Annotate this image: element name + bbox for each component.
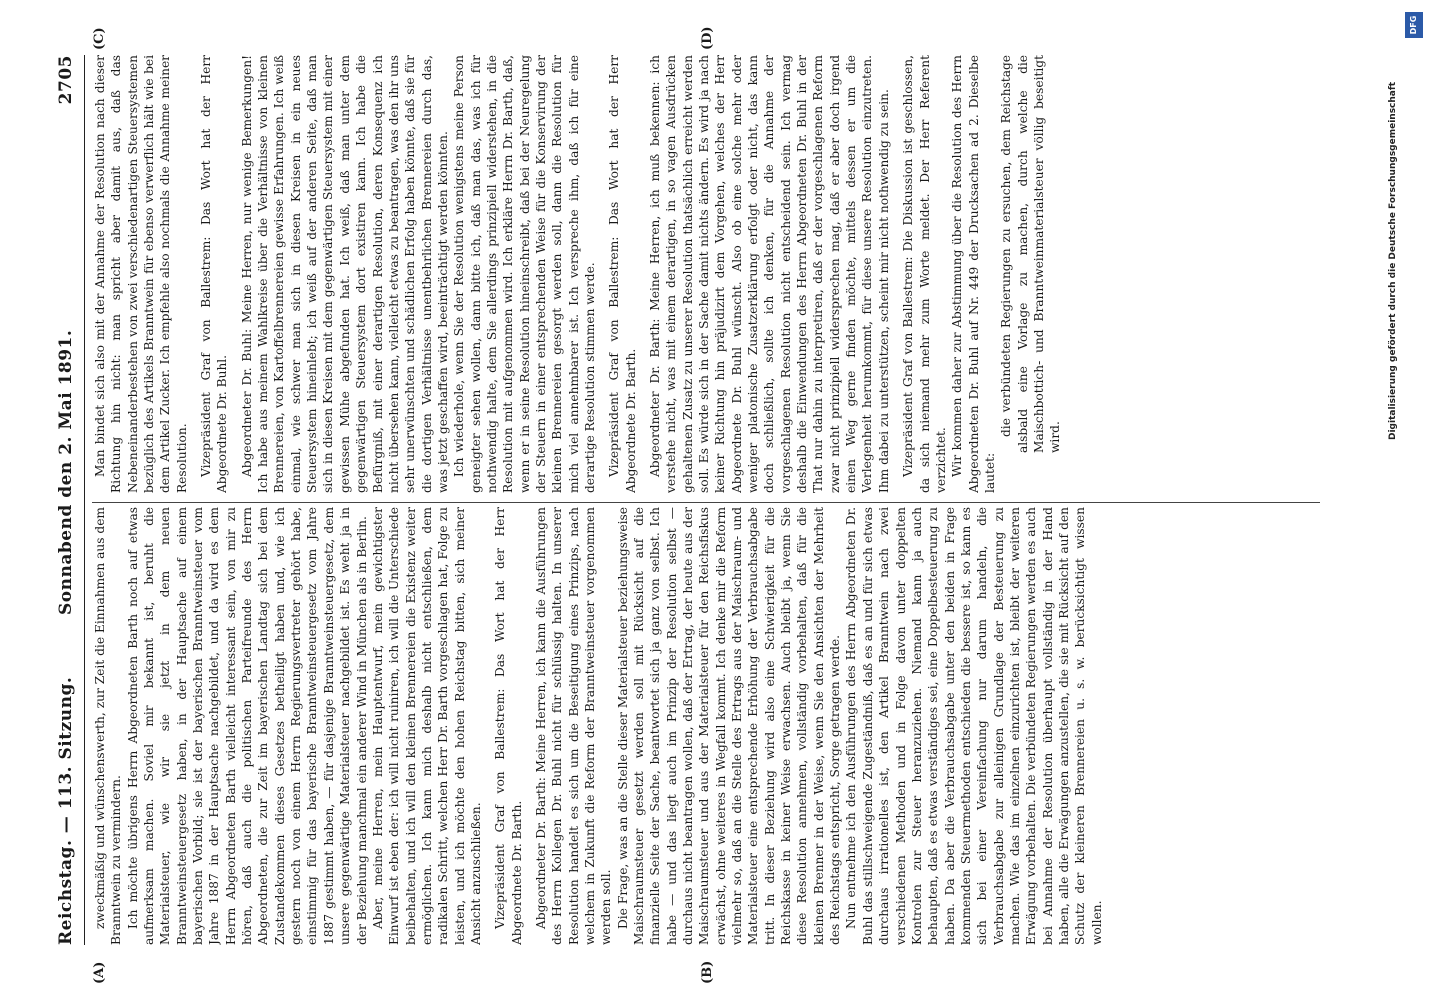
paragraph: Vizepräsident Graf von Ballestrem: Die Diskussion ist geschlossen, da sich niemand mehr zum Worte meldet. Der Herr Referent verzichtet. <box>901 55 948 493</box>
paragraph: zweckmäßig und wünschenswerth, zur Zeit die Einnahmen aus dem Branntwein zu vermindern. <box>93 507 124 945</box>
paragraph: Man bindet sich also mit der Annahme der Resolution nach dieser Richtung hin nicht: man spricht aber damit aus, daß das Nebeneinanderbestehen von zwei verschiedenartigen Steuersystemen bezüglich des Artikels Branntwein für ebenso verwerflich hält wie bei dem Artikel Zucker. Ich empfehle also nochmals die Annahme meiner Resolution. <box>93 55 189 493</box>
paragraph: Vizepräsident Graf von Ballestrem: Das Wort hat der Herr Abgeordnete Dr. Buhl. <box>199 55 230 493</box>
column-divider <box>92 502 1320 503</box>
paragraph: Ich wiederhole, wenn Sie der Resolution wenigstens meine Person geneigter sehen wollen, dann bitte ich, daß man das, was ich für nothwendig halte, dem Sie allerdings prinzipiell widerstehen, in die Resolution mit aufgenommen wird. Ich erkläre Herrn Dr. Barth, daß, wenn er in seine Resolution hineinschreibt, daß bei der Neuregelung der Steuern in einer entsprechenden Weise für die Konservirung der kleinen Brennereien gesorgt werden soll, dann die Resolution für mich viel annehmbarer ist. Ich verspreche ihm, daß ich für eine derartige Resolution stimmen werde. <box>452 55 597 493</box>
paragraph: Vizepräsident Graf von Ballestrem: Das Wort hat der Herr Abgeordnete Dr. Barth. <box>607 55 638 493</box>
header-left: Reichstag. — 113. Sitzung. <box>56 676 76 945</box>
paragraph: Ich möchte übrigens Herrn Abgeordneten Barth noch auf etwas aufmerksam machen. Soviel mir bekannt ist, beruht die Materialsteuer, wie wir sie jetzt in dem neuen Branntweinsteuergesetz haben, in der Hauptsache auf einem bayerischen Vorbild; sie ist der bayerischen Branntweinsteuer vom Jahre 1887 in der Hauptsache nachgebildet, und da wird es dem Herrn Abgeordneten Barth vielleicht interessant sein, von mir zu hören, daß auch die politischen Parteifreunde des Herrn Abgeordneten, die zur Zeit im bayerischen Landtag sich bei dem Zustandekommen dieses Gesetzes betheiligt haben und, wie ich gestern noch von einem Herrn Regierungsvertreter gehört habe, einstimmig für das bayerische Branntweinsteuergesetz vom Jahre 1887 gestimmt haben, — für dasjenige Branntweinsteuergesetz, dem unsere gegenwärtige Materialsteuer nachgebildet ist. Es weht ja in der Beziehung manchmal ein anderer Wind in München als in Berlin. <box>125 507 369 945</box>
page-number: 2705 <box>56 55 76 105</box>
page-header <box>52 55 82 945</box>
column-right <box>92 55 1320 493</box>
paragraph: Abgeordneter Dr. Buhl: Meine Herren, nur wenige Bemerkungen! Ich habe aus meinem Wahlkreise über die Verhältnisse von kleinen Brennereien, von Kartoffelbrennereien gewisse Erfahrungen. Ich weiß einmal, wie schwer man sich in diesen Kreisen in ein neues Steuersystem hineinlebt; ich weiß auf der anderen Seite, daß man sich in diesen Kreisen mit dem gegenwärtigen Steuersystem mit einer gewissen Mühe abgefunden hat. Ich weiß, daß man unter dem gegenwärtigen Steuersystem dort existiren kann. Ich habe die Befürgniß, mit einer derartigen Resolution, deren Konsequenz ich nicht übersehen kann, vielleicht etwas zu beantragen, was den ihr uns sehr unerwünschten und schädlichen Erfolg haben könnte, daß sie für die dortigen Verhältnisse unentbehrlichen Brennereien durch das, was jetzt geschaffen wird, beeinträchtigt werden könnten. <box>239 55 450 493</box>
resolution-quote: die verbündeten Regierungen zu ersuchen, dem Reichstage alsbald eine Vorlage zu machen, durch welche die Maischbottich- und Branntweinmaterialsteuer völlig beseitigt wird. <box>999 55 1063 453</box>
paragraph: Aber, meine Herren, mein Hauptentwurf, mein gewichtigster Einwurf ist eben der: ich will nicht ruiniren, ich will die Unterschiede beibehalten, und ich will den kleinen Brennereien die Existenz weiter ermöglichen. Ich kann mich deshalb nicht entschließen, dem radikalen Schritt, welchen Herr Dr. Barth vorgeschlagen hat, Folge zu leisten, und ich möchte den hohen Reichstag bitten, sich meiner Ansicht anzuschließen. <box>370 507 483 945</box>
digitization-note: Digitalisierung gefördert durch die Deutsche Forschungsgemeinschaft <box>1388 81 1398 440</box>
paragraph: Nun entnehme ich den Ausführungen des Herrn Abgeordneten Dr. Buhl das stillschweigende Zugeständniß, daß es an und für sich etwas durchaus irrationelles ist, den Artikel Branntwein nach zwei verschiedenen Methoden und in Folge davon unter doppelten Kontrolen zur Steuer heranzuziehen. Niemand kann ja auch behaupten, daß es etwas verständiges sei, eine Doppelbesteuerung zu haben. Da aber die Verbrauchsabgabe unter den beiden in Frage kommenden Steuermethoden entschieden die bessere ist, so kann es sich bei einer Vereinfachung nur darum handeln, die Verbrauchsabgabe zur alleinigen Grundlage der Besteuerung zu machen. Wie das im einzelnen einzurichten ist, bleibt der weiteren Erwägung vorbehalten. Die verbündeten Regierungen werden es auch bei Annahme der Resolution überhaupt vollständig in der Hand haben, alle die Erwägungen anzustellen, die sie mit Rücksicht auf den Schutz der kleineren Brennereien u. s. w. berücksichtigt wissen wollen. <box>844 507 1104 945</box>
paragraph: Abgeordneter Dr. Barth: Meine Herren, ich kann die Ausführungen des Herrn Kollegen Dr. Buhl nicht für schlüssig halten. In unserer Resolution handelt es sich um die Beseitigung eines Prinzips, nach welchem in Zukunft die Reform der Branntweinsteuer vorgenommen werden soll. <box>533 507 614 945</box>
dfg-logo: DFG <box>1405 12 1423 38</box>
margin-marker-a: (A) <box>92 961 107 984</box>
paragraph: Die Frage, was an die Stelle dieser Materialsteuer beziehungsweise Maischraumsteuer gesetzt werden soll mit Rücksicht auf die finanzielle Seite der Sache, beantwortet sich ja ganz von selbst. Ich habe — und das liegt auch im Prinzip der Resolution selbst — durchaus nicht beantragen wollen, daß der Ertrag, der heute aus der Maischraumsteuer und aus der Materialsteuer für den Reichsfiskus erwächst, ohne weiteres in Wegfall kommt. Ich denke mir die Reform vielmehr so, daß an die Stelle des Ertrags aus der Maischraum- und Materialsteuer eine entsprechende Erhöhung der Verbrauchsabgabe tritt. In dieser Beziehung wird also eine Schwierigkeit für die Reichskasse in keiner Weise erwachsen. Auch bleibt ja, wenn Sie diese Resolution annehmen, vollständig vorbehalten, daß für die kleinen Brenner in der Weise, wenn Sie den Ansichten der Mehrheit des Reichstags entspricht, Sorge getragen werde. <box>615 507 843 945</box>
paragraph: Abgeordneter Dr. Barth: Meine Herren, ich muß bekennen: ich verstehe nicht, was mit einem derartigen, in so vagen Ausdrücken gehaltenen Zusatz zu unserer Resolution thatsächlich erreicht werden soll. Es würde sich in der Sache damit nichts ändern. Es wird ja nach keiner Richtung hin präjudizirt dem Vorgehen, welches der Herr Abgeordnete Dr. Buhl wünscht. Also ob eine solche mehr oder weniger platonische Zusatzerklärung erfolgt oder nicht, das kann doch schließlich, sollte ich denken, für die Annahme der vorgeschlagenen Resolution nicht entscheidend sein. Ich vermag deshalb die Einwendungen des Herrn Abgeordneten Dr. Buhl in der That nur dahin zu interpretiren, daß er der vorgeschlagenen Reform zwar nicht prinzipiell widersprechen mag, daß er aber doch irgend einen Weg gerne finden möchte, mittels dessen er um die Verlegenheit herumkommt, für diese unsere Resolution einzutreten. Ihm dabei zu unterstützen, scheint mir nicht nothwendig zu sein. <box>648 55 891 493</box>
header-date: Sonnabend den 2. Mai 1891. <box>56 329 76 615</box>
column-left <box>92 507 1320 945</box>
margin-marker-c: (C) <box>92 27 107 50</box>
margin-marker-b: (B) <box>700 960 715 984</box>
paragraph: Wir kommen daher zur Abstimmung über die Resolution des Herrn Abgeordneten Dr. Buhl auf Nr. 449 der Drucksachen ad 2. Dieselbe lautet: <box>950 55 997 493</box>
paragraph: Vizepräsident Graf von Ballestrem: Das Wort hat der Herr Abgeordnete Dr. Barth. <box>493 507 524 945</box>
header-rule <box>84 55 85 945</box>
margin-marker-d: (D) <box>700 26 715 50</box>
